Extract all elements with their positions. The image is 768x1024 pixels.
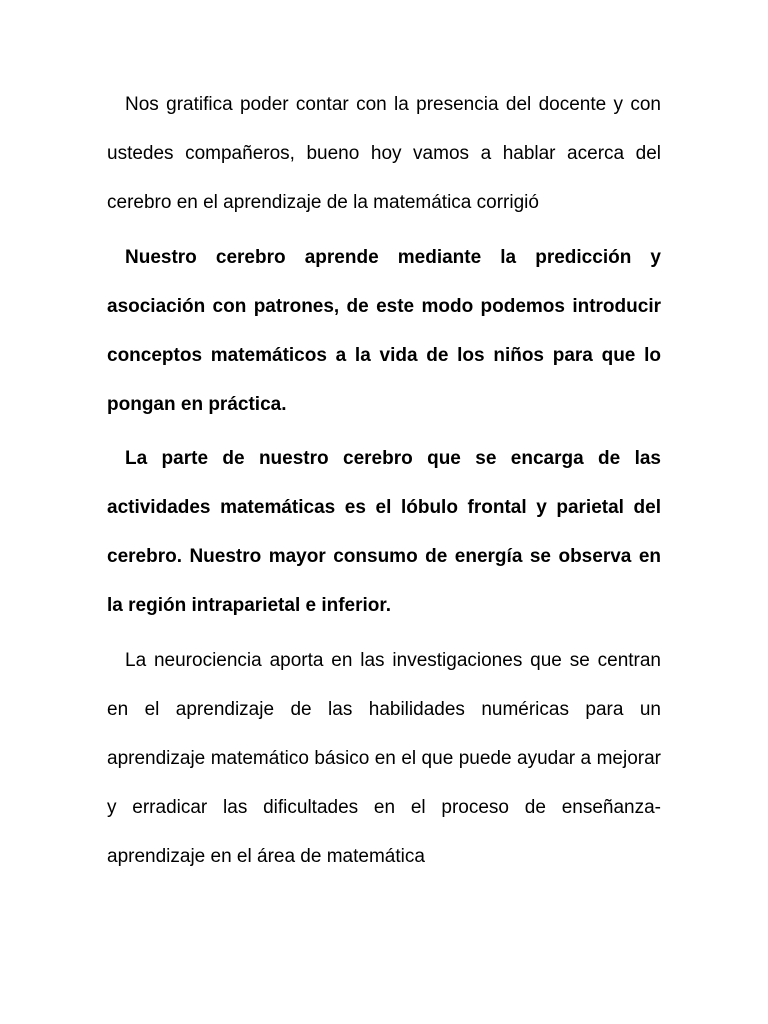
- paragraph-greeting: Nos gratifica poder contar con la presencia del docente y con ustedes compañeros, bueno hoy vamos a hablar acerca del cerebro en el aprendizaje de la matemática corrigió: [107, 94, 661, 213]
- paragraph-neuroscience: La neurociencia aporta en las investigaciones que se centran en el aprendizaje de las habilidades numéricas para un aprendizaje matemático básico en el que puede ayudar a mejorar y erradicar las dificultades en el proceso de enseñanza-aprendizaje en el área de matemática: [107, 650, 661, 867]
- paragraph-brain-prediction: Nuestro cerebro aprende mediante la predicción y asociación con patrones, de este modo podemos introducir conceptos matemáticos a la vida de los niños para que lo pongan en práctica.: [107, 247, 661, 415]
- paragraph-brain-regions: La parte de nuestro cerebro que se encarga de las actividades matemáticas es el lóbulo frontal y parietal del cerebro. Nuestro mayor consumo de energía se observa en la región intraparietal e inferior.: [107, 448, 661, 616]
